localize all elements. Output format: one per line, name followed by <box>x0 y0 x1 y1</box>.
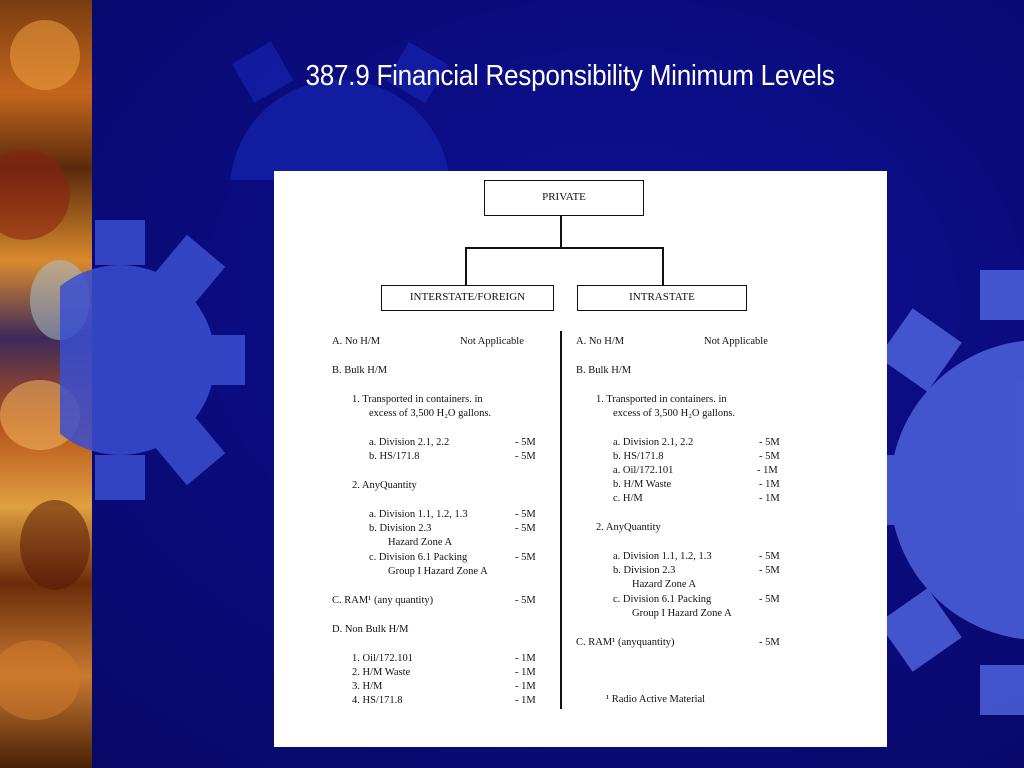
list-item-label: 2. H/M Waste <box>352 667 411 678</box>
list-item-label: 1. Oil/172.101 <box>352 653 413 664</box>
item-a-label: A. No H/M <box>576 336 625 347</box>
list-item-label: b. HS/171.8 <box>613 451 664 462</box>
list-item-value: - 1M <box>759 479 780 490</box>
connector-left-down <box>465 247 467 285</box>
list-item-label: a. Division 2.1, 2.2 <box>369 437 450 448</box>
column-divider <box>560 331 562 709</box>
item-d-label: D. Non Bulk H/M <box>332 624 409 635</box>
list-item-label: a. Division 1.1, 1.2, 1.3 <box>613 551 712 562</box>
branch-box-interstate <box>381 285 554 311</box>
item-c-label: C. RAM¹ (anyquantity) <box>576 637 675 648</box>
interstate-requirements-column <box>332 335 554 715</box>
list-item-value: - 1M <box>515 681 536 692</box>
item-b-label: B. Bulk H/M <box>332 365 388 376</box>
gear-decoration-left-icon <box>60 200 260 520</box>
list-item-value: - 5M <box>515 523 536 534</box>
list-item-label: c. H/M <box>613 493 643 504</box>
connector-root-down <box>560 216 562 247</box>
list-item-value: - 5M <box>759 437 780 448</box>
branch-box-label: INTERSTATE/FOREIGN <box>409 291 526 303</box>
list-item-label: b. HS/171.8 <box>369 451 420 462</box>
list-item-value: - 1M <box>515 667 536 678</box>
item-b1-line2: excess of 3,500 H₂O gallons. <box>369 408 492 419</box>
item-a-value: Not Applicable <box>704 336 768 347</box>
connector-horizontal <box>465 247 663 249</box>
item-c-label: C. RAM¹ (any quantity) <box>332 595 434 606</box>
item-b-label: B. Bulk H/M <box>576 365 632 376</box>
list-item-label: a. Oil/172.101 <box>613 465 674 476</box>
list-item-label: b. H/M Waste <box>613 479 672 490</box>
intrastate-requirements-column <box>576 335 816 715</box>
list-item-value: - 5M <box>515 509 536 520</box>
slide-title: 387.9 Financial Responsibility Minimum Levels <box>305 60 835 92</box>
list-item-label: a. Division 2.1, 2.2 <box>613 437 694 448</box>
list-item-label: a. Division 1.1, 1.2, 1.3 <box>369 509 468 520</box>
list-item-label: b. Division 2.3 <box>613 565 676 576</box>
list-item-value: - 5M <box>759 594 780 605</box>
list-item-value: - 1M <box>515 695 536 706</box>
list-item-value: - 1M <box>515 653 536 664</box>
item-b1-line2: excess of 3,500 H₂O gallons. <box>613 408 736 419</box>
list-item-value: - 1M <box>759 493 780 504</box>
list-item-label: c. Division 6.1 Packing <box>613 594 712 605</box>
list-item-label: Hazard Zone A <box>632 579 697 590</box>
list-item-label: 3. H/M <box>352 681 383 692</box>
item-a-label: A. No H/M <box>332 336 381 347</box>
list-item-label: Group I Hazard Zone A <box>388 566 488 577</box>
list-item-label: c. Division 6.1 Packing <box>369 552 468 563</box>
list-item-value: - 5M <box>759 551 780 562</box>
branch-box-intrastate <box>577 285 747 311</box>
connector-right-down <box>662 247 664 285</box>
item-b2-label: 2. AnyQuantity <box>596 522 661 533</box>
root-box-private <box>484 180 644 216</box>
org-chart-diagram <box>274 171 887 747</box>
list-item-value: - 5M <box>515 451 536 462</box>
root-box-label: PRIVATE <box>542 191 586 203</box>
list-item-value: - 5M <box>515 437 536 448</box>
list-item-label: Group I Hazard Zone A <box>632 608 732 619</box>
item-c-value: - 5M <box>515 595 536 606</box>
list-item-value: - 5M <box>515 552 536 563</box>
item-b1-line1: 1. Transported in containers. in <box>352 394 483 405</box>
item-c-value: - 5M <box>759 637 780 648</box>
list-item-value: - 1M <box>757 465 778 476</box>
item-a-value: Not Applicable <box>460 336 524 347</box>
item-b1-line1: 1. Transported in containers. in <box>596 394 727 405</box>
list-item-label: b. Division 2.3 <box>369 523 432 534</box>
list-item-value: - 5M <box>759 451 780 462</box>
footnote: ¹ Radio Active Material <box>606 694 706 705</box>
list-item-label: 4. HS/171.8 <box>352 695 403 706</box>
branch-box-label: INTRASTATE <box>629 291 695 303</box>
list-item-value: - 5M <box>759 565 780 576</box>
item-b2-label: 2. AnyQuantity <box>352 480 417 491</box>
list-item-label: Hazard Zone A <box>388 537 453 548</box>
